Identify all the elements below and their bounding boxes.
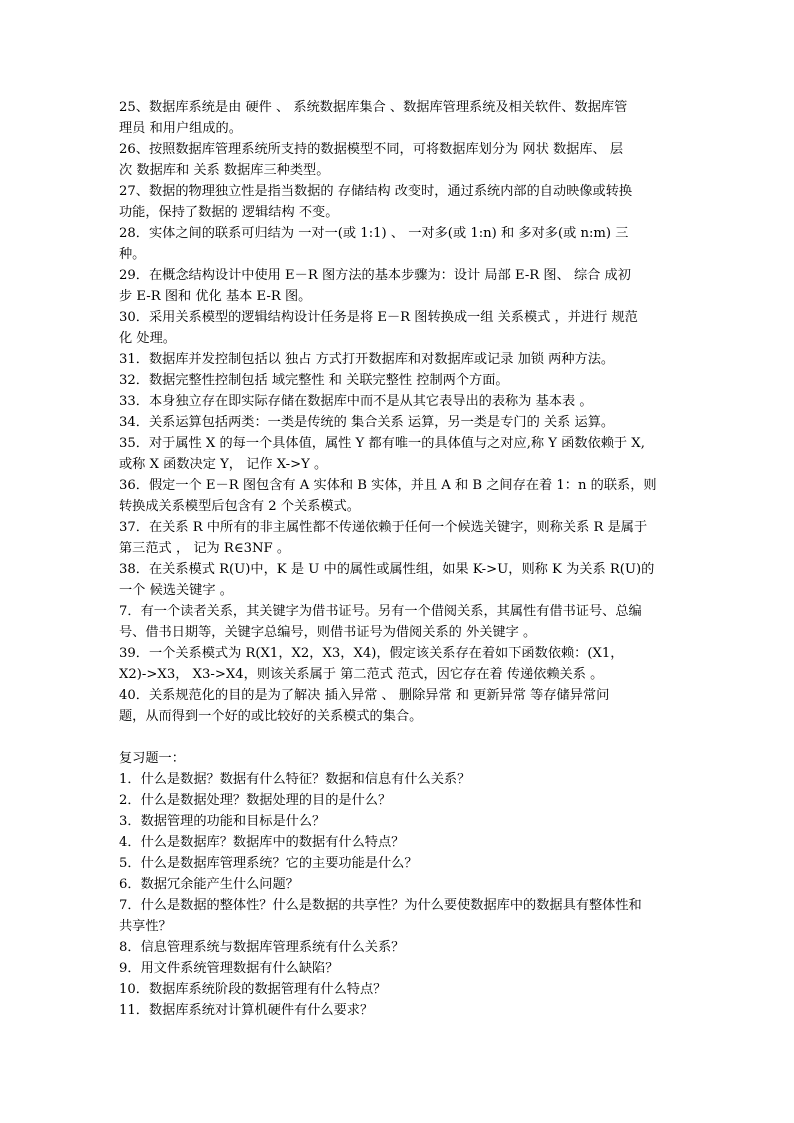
text-line: 步 E-R 图和 优化 基本 E-R 图。 xyxy=(119,289,312,304)
question-line: 10．数据库系统阶段的数据管理有什么特点？ xyxy=(119,982,387,997)
document-body xyxy=(119,97,679,1021)
review-title: 复习题一： xyxy=(119,751,185,766)
text-line: 第三范式 ， 记为 R∈3NF 。 xyxy=(119,541,291,556)
text-line: 27、数据的物理独立性是指当数据的 存储结构 改变时，通过系统内部的自动映像或转换 xyxy=(119,184,633,199)
question-line: 9．用文件系统管理数据有什么缺陷？ xyxy=(119,961,339,976)
question-line: 2．什么是数据处理？数据处理的目的是什么？ xyxy=(119,793,392,808)
question-line: 1．什么是数据？数据有什么特征？数据和信息有什么关系？ xyxy=(119,772,471,787)
question-line: 共享性？ xyxy=(119,919,172,934)
question-line: 7．什么是数据的整体性？什么是数据的共享性？为什么要使数据库中的数据具有整体性和 xyxy=(119,898,642,913)
text-line: 34．关系运算包括两类：一类是传统的 集合关系 运算，另一类是专门的 关系 运算。 xyxy=(119,415,615,430)
text-line: 26、按照数据库管理系统所支持的数据模型不同，可将数据库划分为 网状 数据库、 层 xyxy=(119,142,624,157)
text-line: 一个 候选关键字 。 xyxy=(119,583,233,598)
text-line: 38．在关系模式 R(U)中，K 是 U 中的属性或属性组，如果 K->U，则称 K 为关系 R(U)的 xyxy=(119,562,655,577)
question-line: 6．数据冗余能产生什么问题？ xyxy=(119,877,299,892)
question-line: 4．什么是数据库？数据库中的数据有什么特点？ xyxy=(119,835,405,850)
text-line: X2)->X3， X3->X4，则该关系属于 第二范式 范式，因它存在着 传递依赖关系 。 xyxy=(119,667,604,682)
text-line: 31．数据库并发控制包括以 独占 方式打开数据库和对数据库或记录 加锁 两种方法。 xyxy=(119,352,615,367)
text-line: 理员 和用户组成的。 xyxy=(119,121,242,136)
question-line: 8．信息管理系统与数据库管理系统有什么关系？ xyxy=(119,940,405,955)
text-line: 或称 X 函数决定 Y， 记作 X->Y 。 xyxy=(119,457,328,472)
text-line: 30．采用关系模型的逻辑结构设计任务是将 E－R 图转换成一组 关系模式 ，并进行 规范 xyxy=(119,310,638,325)
text-line: 35．对于属性 X 的每一个具体值，属性 Y 都有唯一的具体值与之对应,称 Y 函数依赖于 X, xyxy=(119,436,645,451)
question-line: 5．什么是数据库管理系统？它的主要功能是什么？ xyxy=(119,856,418,871)
text-line: 33．本身独立存在即实际存储在数据库中而不是从其它表导出的表称为 基本表 。 xyxy=(119,394,593,409)
text-line: 32．数据完整性控制包括 域完整性 和 关联完整性 控制两个方面。 xyxy=(119,373,509,388)
text-line: 40．关系规范化的目的是为了解决 插入异常 、 删除异常 和 更新异常 等存储异常问 xyxy=(119,688,610,703)
question-line: 11．数据库系统对计算机硬件有什么要求？ xyxy=(119,1003,374,1018)
text-line: 转换成关系模型后包含有 2 个关系模式。 xyxy=(119,499,360,514)
blank-line xyxy=(119,727,679,748)
text-line: 号、借书日期等，关键字总编号，则借书证号为借阅关系的 外关键字 。 xyxy=(119,625,537,640)
text-line: 功能，保持了数据的 逻辑结构 不变。 xyxy=(119,205,339,220)
question-line: 3．数据管理的功能和目标是什么？ xyxy=(119,814,326,829)
text-line: 题，从而得到一个好的或比较好的关系模式的集合。 xyxy=(119,709,423,724)
text-line: 种。 xyxy=(119,247,146,262)
text-line: 36．假定一个 E－R 图包含有 A 实体和 B 实体，并且 A 和 B 之间存在着 1：n 的联系，则 xyxy=(119,478,657,493)
text-line: 25、数据库系统是由 硬件 、 系统数据库集合 、数据库管理系统及相关软件、数据库管 xyxy=(119,100,628,115)
text-line: 化 处理。 xyxy=(119,331,176,346)
review-questions-section xyxy=(119,769,679,1021)
text-line: 28．实体之间的联系可归结为 一对一(或 1:1) 、 一对多(或 1:n) 和 多对多(或 n:m) 三 xyxy=(119,226,629,241)
text-line: 次 数据库和 关系 数据库三种类型。 xyxy=(119,163,330,178)
fill-in-answers-section xyxy=(119,97,679,727)
text-line: 7．有一个读者关系，其关键字为借书证号。另有一个借阅关系，其属性有借书证号、总编 xyxy=(119,604,642,619)
text-line: 37．在关系 R 中所有的非主属性都不传递依赖于任何一个候选关键字，则称关系 R 是属于 xyxy=(119,520,648,535)
text-line: 39．一个关系模式为 R(X1，X2，X3，X4)，假定该关系存在着如下函数依赖：(X1， xyxy=(119,646,624,661)
text-line: 29．在概念结构设计中使用 E－R 图方法的基本步骤为：设计 局部 E-R 图、 综合 成初 xyxy=(119,268,631,283)
